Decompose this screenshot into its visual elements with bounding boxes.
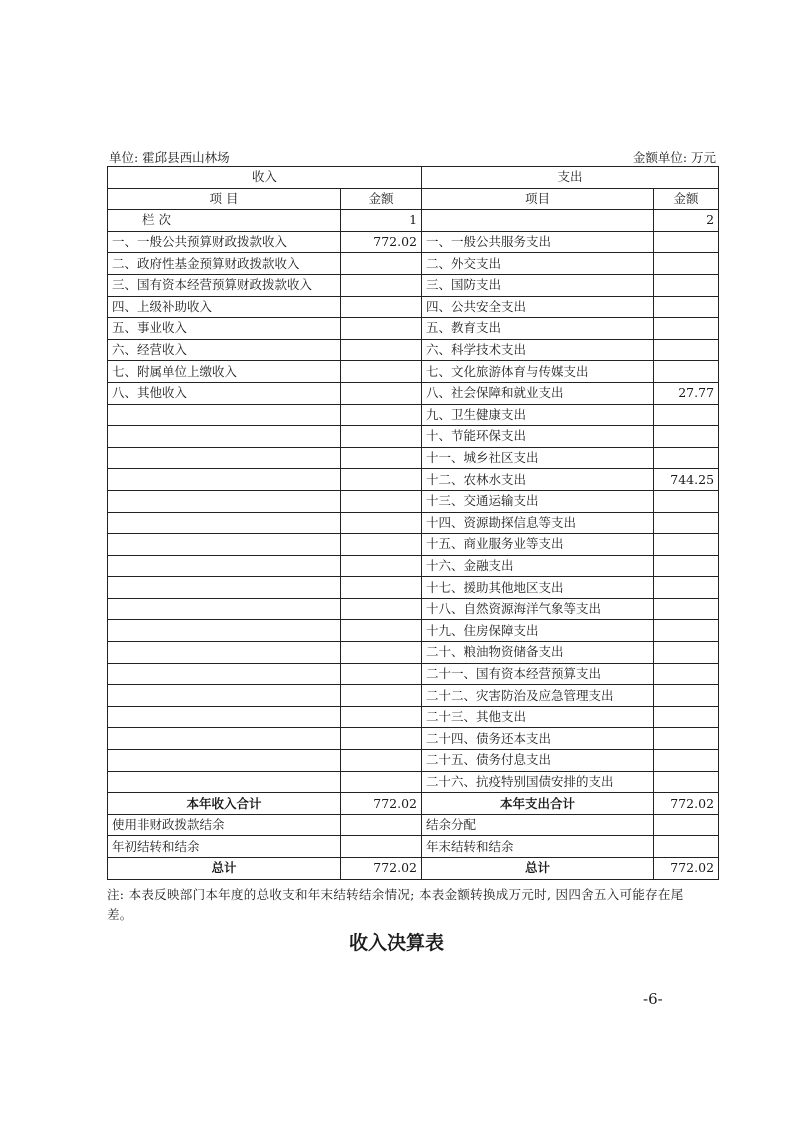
income-item-cell: 六、经营收入 [108,339,341,361]
income-amount-header: 金额 [341,188,422,210]
table-row [108,426,719,448]
expense-item-cell: 二十、粮油物资储备支出 [422,642,654,664]
document-title: 收入决算表 [348,932,444,954]
lanci-expense-number: 2 [654,210,719,232]
lanci-label: 栏 次 [108,210,341,232]
table-row [108,274,719,296]
income-item-cell [108,404,341,426]
table-row [108,534,719,556]
table-row [108,555,719,577]
expense-amount-cell [654,361,719,383]
expense-amount-cell [654,490,719,512]
table-row [108,577,719,599]
income-amount-cell [341,771,422,793]
expense-amount-cell: 772.02 [654,858,719,880]
expense-item-cell: 五、教育支出 [422,318,654,340]
income-item-cell: 本年收入合计 [108,793,341,815]
expense-amount-cell [654,663,719,685]
income-amount-cell [341,253,422,275]
expense-amount-cell [654,231,719,253]
income-item-cell [108,577,341,599]
table-row [108,318,719,340]
expense-item-cell: 二十三、其他支出 [422,706,654,728]
income-item-cell [108,706,341,728]
subtotal-row [108,793,719,815]
section-header-row [108,167,719,189]
income-expense-table [107,166,719,880]
table-row [108,404,719,426]
expense-item-cell: 二十二、灾害防治及应急管理支出 [422,685,654,707]
income-amount-cell [341,728,422,750]
income-amount-cell [341,274,422,296]
income-item-cell [108,469,341,491]
expense-item-cell: 一、一般公共服务支出 [422,231,654,253]
expense-item-cell: 二十五、债务付息支出 [422,750,654,772]
income-item-cell: 使用非财政拨款结余 [108,814,341,836]
income-item-cell [108,642,341,664]
income-item-cell: 四、上级补助收入 [108,296,341,318]
income-amount-cell [341,447,422,469]
expense-amount-cell [654,728,719,750]
table-row [108,750,719,772]
table-row [108,490,719,512]
table-row [108,685,719,707]
income-amount-cell [341,642,422,664]
income-item-cell: 一、一般公共预算财政拨款收入 [108,231,341,253]
lanci-row [108,210,719,232]
expense-item-header: 项目 [422,188,654,210]
income-item-cell [108,728,341,750]
table-row [108,598,719,620]
expense-item-cell: 本年支出合计 [422,793,654,815]
income-item-cell [108,512,341,534]
income-amount-cell [341,534,422,556]
income-amount-cell [341,663,422,685]
income-item-cell [108,534,341,556]
expense-amount-cell [654,814,719,836]
expense-section-header: 支出 [422,167,719,189]
expense-item-cell: 二十六、抗疫特别国债安排的支出 [422,771,654,793]
income-item-cell: 二、政府性基金预算财政拨款收入 [108,253,341,275]
expense-item-cell: 十七、援助其他地区支出 [422,577,654,599]
income-item-cell [108,555,341,577]
expense-item-cell: 总计 [422,858,654,880]
expense-item-cell: 十、节能环保支出 [422,426,654,448]
table-row [108,512,719,534]
income-item-cell: 三、国有资本经营预算财政拨款收入 [108,274,341,296]
expense-item-cell: 二十四、债务还本支出 [422,728,654,750]
table-row [108,771,719,793]
income-amount-cell [341,426,422,448]
column-header-row [108,188,719,210]
expense-amount-cell [654,685,719,707]
table-row [108,728,719,750]
expense-amount-cell [654,339,719,361]
income-amount-cell [341,382,422,404]
income-amount-cell [341,339,422,361]
income-amount-cell [341,685,422,707]
income-amount-cell [341,469,422,491]
income-item-cell [108,598,341,620]
income-amount-cell [341,814,422,836]
expense-amount-cell [654,534,719,556]
table-row [108,339,719,361]
income-item-cell [108,447,341,469]
table-row [108,663,719,685]
footnote: 注: 本表反映部门本年度的总收支和年末结转结余情况; 本表金额转换成万元时, 因四舍五入可能存在尾差。 [107,887,684,922]
expense-item-cell: 二十一、国有资本经营预算支出 [422,663,654,685]
income-amount-cell: 772.02 [341,231,422,253]
expense-amount-cell [654,447,719,469]
income-amount-cell: 772.02 [341,858,422,880]
income-amount-cell [341,490,422,512]
income-item-cell [108,663,341,685]
expense-amount-cell [654,642,719,664]
table-row [108,836,719,858]
expense-amount-cell [654,598,719,620]
expense-item-cell: 十一、城乡社区支出 [422,447,654,469]
table-row [108,620,719,642]
table-row [108,447,719,469]
expense-amount-cell [654,274,719,296]
total-row [108,858,719,880]
income-amount-cell [341,404,422,426]
income-amount-cell [341,598,422,620]
expense-amount-cell [654,296,719,318]
income-amount-cell [341,577,422,599]
expense-item-cell: 八、社会保障和就业支出 [422,382,654,404]
expense-item-cell: 十三、交通运输支出 [422,490,654,512]
income-item-cell [108,685,341,707]
table-row [108,706,719,728]
income-item-cell: 八、其他收入 [108,382,341,404]
expense-amount-cell [654,512,719,534]
income-amount-cell [341,512,422,534]
expense-amount-cell [654,555,719,577]
income-item-cell: 五、事业收入 [108,318,341,340]
expense-item-cell: 七、文化旅游体育与传媒支出 [422,361,654,383]
table-row [108,361,719,383]
income-item-cell [108,490,341,512]
income-amount-cell [341,620,422,642]
table-row [108,296,719,318]
expense-item-cell: 十八、自然资源海洋气象等支出 [422,598,654,620]
table-row [108,642,719,664]
expense-amount-cell [654,404,719,426]
expense-amount-cell [654,771,719,793]
table-row [108,469,719,491]
expense-amount-cell [654,426,719,448]
income-item-header: 项 目 [108,188,341,210]
expense-amount-cell [654,318,719,340]
expense-amount-cell [654,253,719,275]
income-item-cell: 总计 [108,858,341,880]
table-row [108,814,719,836]
expense-amount-cell: 744.25 [654,469,719,491]
expense-item-cell: 十九、住房保障支出 [422,620,654,642]
income-amount-cell [341,750,422,772]
income-amount-cell [341,361,422,383]
expense-amount-cell [654,706,719,728]
expense-amount-cell: 27.77 [654,382,719,404]
income-section-header: 收入 [108,167,422,189]
income-item-cell [108,426,341,448]
income-item-cell [108,750,341,772]
expense-item-cell: 年末结转和结余 [422,836,654,858]
expense-item-cell: 三、国防支出 [422,274,654,296]
income-item-cell [108,620,341,642]
page-number: -6- [643,990,663,1008]
income-item-cell: 年初结转和结余 [108,836,341,858]
expense-item-cell: 二、外交支出 [422,253,654,275]
expense-item-cell: 十四、资源勘探信息等支出 [422,512,654,534]
lanci-expense-empty [422,210,654,232]
expense-item-cell: 结余分配 [422,814,654,836]
income-item-cell: 七、附属单位上缴收入 [108,361,341,383]
income-amount-cell [341,706,422,728]
expense-item-cell: 四、公共安全支出 [422,296,654,318]
income-item-cell [108,771,341,793]
table-body [108,167,719,880]
income-amount-cell [341,296,422,318]
lanci-income-number: 1 [341,210,422,232]
expense-amount-cell [654,577,719,599]
expense-item-cell: 十五、商业服务业等支出 [422,534,654,556]
money-unit-label: 金额单位: 万元 [632,150,716,165]
expense-amount-cell: 772.02 [654,793,719,815]
expense-amount-cell [654,750,719,772]
expense-item-cell: 六、科学技术支出 [422,339,654,361]
income-amount-cell [341,318,422,340]
income-amount-cell [341,836,422,858]
expense-item-cell: 十二、农林水支出 [422,469,654,491]
table-row [108,382,719,404]
expense-amount-header: 金额 [654,188,719,210]
income-amount-cell: 772.02 [341,793,422,815]
expense-item-cell: 九、卫生健康支出 [422,404,654,426]
table-row [108,253,719,275]
expense-amount-cell [654,836,719,858]
income-amount-cell [341,555,422,577]
table-row [108,231,719,253]
unit-label: 单位: 霍邱县西山林场 [109,150,230,165]
expense-item-cell: 十六、金融支出 [422,555,654,577]
expense-amount-cell [654,620,719,642]
